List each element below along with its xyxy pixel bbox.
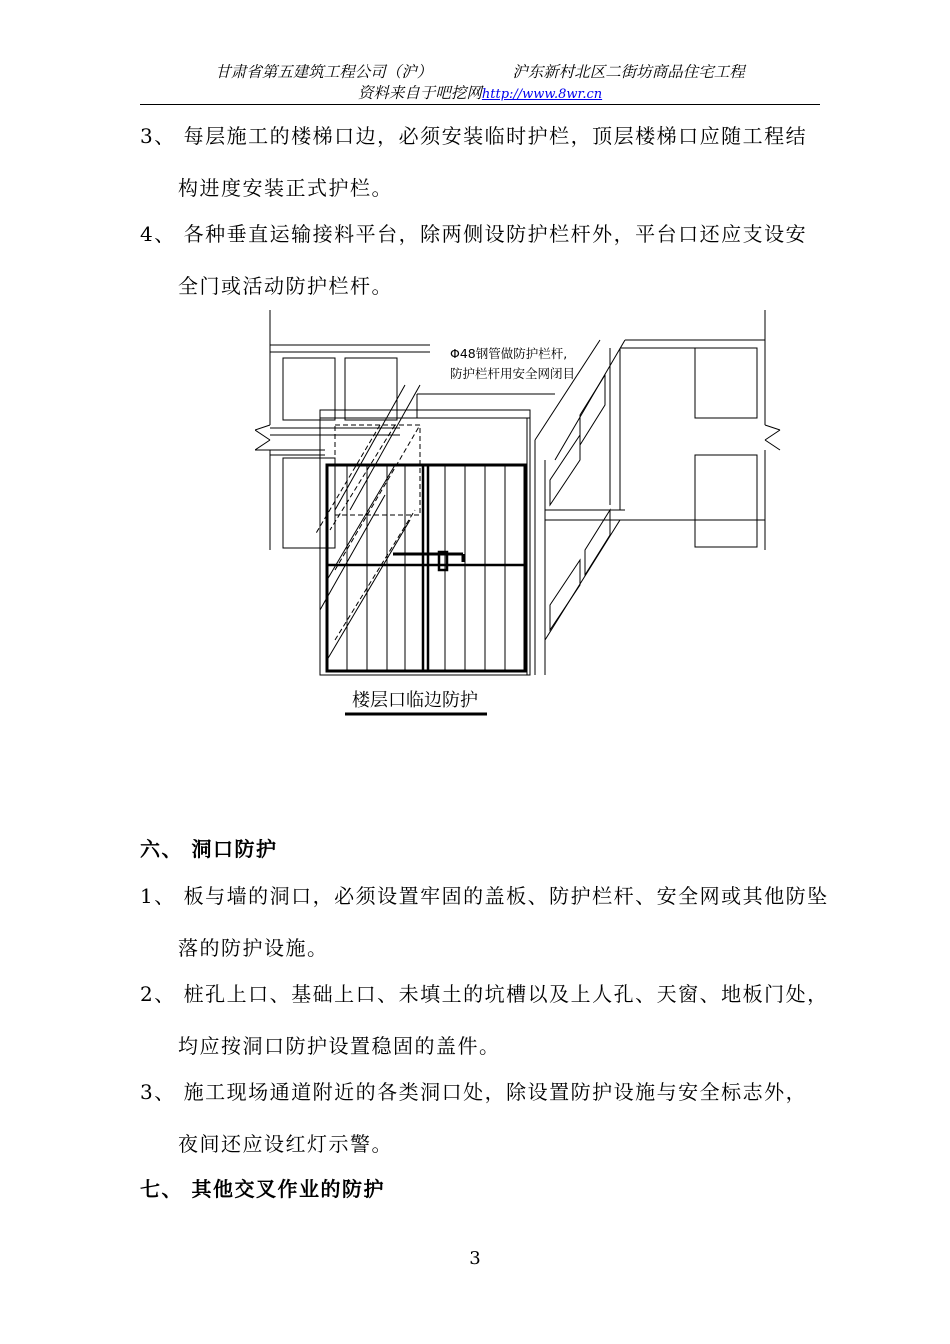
s6-item-1-line1: 1、 板与墙的洞口，必须设置牢固的盖板、防护栏杆、安全网或其他防坠 (140, 884, 829, 908)
header-source-link[interactable]: http://www.8wr.cn (481, 87, 603, 102)
item-4-line1: 4、 各种垂直运输接料平台，除两侧设防护栏杆外，平台口还应支设安 (140, 222, 808, 246)
s6-item-2-line2: 均应按洞口防护设置稳固的盖件。 (178, 1034, 501, 1058)
header-project: 沪东新村北区二街坊商品住宅工程 (512, 63, 745, 81)
page-header (140, 62, 820, 105)
page-number: 3 (469, 1248, 481, 1269)
item-3-line2: 构进度安装正式护栏。 (178, 176, 393, 200)
header-source-prefix: 资料来自于吧挖网 (357, 84, 482, 102)
s6-item-3-line1: 3、 施工现场通道附近的各类洞口处，除设置防护设施与安全标志外， (140, 1080, 808, 1104)
figure-annotation-line1: Φ48钢管做防护栏杆, (450, 346, 568, 361)
figure-caption: 楼层口临边防护 (352, 690, 478, 711)
s6-item-3-line2: 夜间还应设红灯示警。 (178, 1132, 393, 1156)
section-6-title: 六、 洞口防护 (140, 837, 278, 861)
s6-item-1-line2: 落的防护设施。 (178, 936, 329, 960)
item-3-line1: 3、 每层施工的楼梯口边，必须安装临时护栏，顶层楼梯口应随工程结 (140, 124, 808, 148)
item-4-line2: 全门或活动防护栏杆。 (178, 274, 393, 298)
s6-item-2-line1: 2、 桩孔上口、基础上口、未填土的坑槽以及上人孔、天窗、地板门处， (140, 982, 829, 1006)
figure-annotation-line2: 防护栏杆用安全网闭目 (450, 366, 576, 381)
stair-guardrail-diagram (255, 310, 785, 730)
section-7-title: 七、 其他交叉作业的防护 (140, 1177, 385, 1201)
header-company: 甘肃省第五建筑工程公司（沪） (215, 63, 433, 81)
